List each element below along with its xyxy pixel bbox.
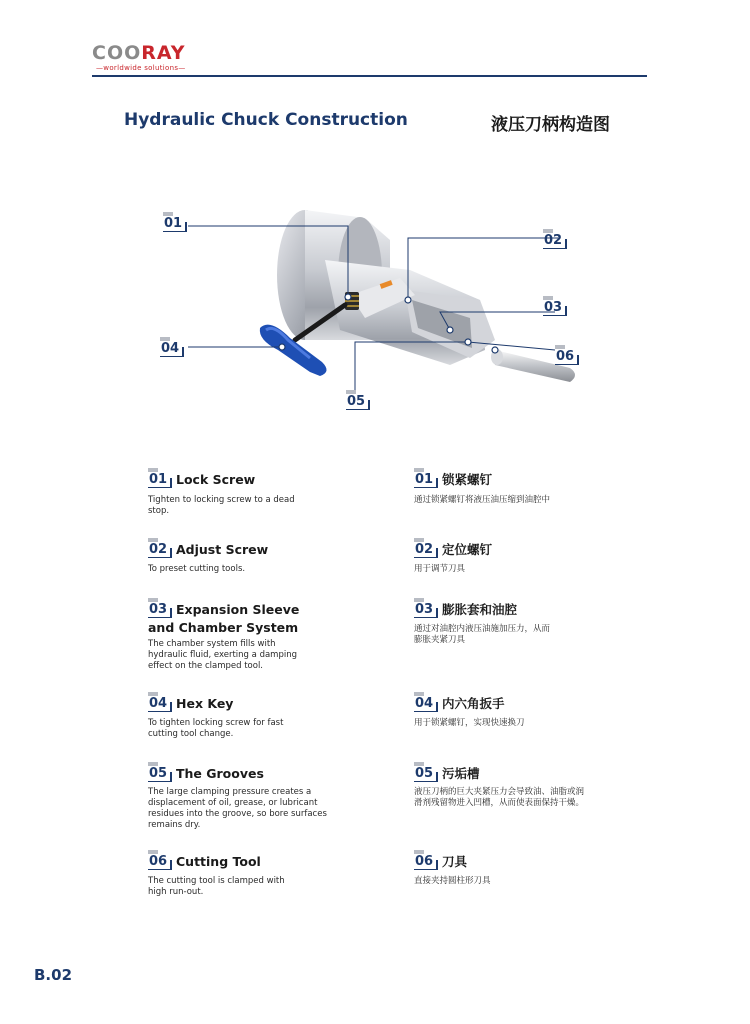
section-en-04-desc: To tighten locking screw for fast cutting tool change. xyxy=(148,718,284,739)
logo-red-text: RAY xyxy=(141,42,186,64)
section-cn-05-desc: 液压刀柄的巨大夹紧压力会导致油、油脂或润 滑剂残留物进入凹槽，从而使表面保持干燥。 xyxy=(414,787,585,808)
section-cn-03-desc: 通过对油腔内液压油施加压力，从而 膨胀夹紧刀具 xyxy=(414,624,551,645)
section-en-05-title: The Grooves xyxy=(176,766,264,781)
section-en-03-desc: The chamber system fills with hydraulic fluid, exerting a damping effect on the clamped tool. xyxy=(148,639,297,671)
section-en-05-desc: The large clamping pressure creates a displacement of oil, grease, or lubricant residues into the groove, so bore surfaces remains dry. xyxy=(148,787,327,830)
section-cn-02-header: 02 定位螺钉 xyxy=(414,538,492,558)
section-cn-01-desc: 通过锁紧螺钉将液压油压缩到油腔中 xyxy=(414,495,551,505)
section-cn-05-title: 污垢槽 xyxy=(442,766,480,781)
callout-02: 02 xyxy=(543,229,567,249)
section-cn-06-desc: 直接夹持圆柱形刀具 xyxy=(414,876,491,886)
section-cn-06-title: 刀具 xyxy=(442,854,468,869)
section-cn-04-title: 内六角扳手 xyxy=(442,696,505,711)
section-cn-04-header: 04 内六角扳手 xyxy=(414,692,505,712)
section-en-04-header: 04 Hex Key xyxy=(148,692,233,712)
section-cn-01-title: 锁紧螺钉 xyxy=(442,472,493,487)
section-en-01-header: 01 Lock Screw xyxy=(148,468,255,488)
section-en-02-desc: To preset cutting tools. xyxy=(148,564,246,574)
callout-01: 01 xyxy=(163,212,187,232)
chuck-diagram xyxy=(150,200,590,415)
page-title-en: Hydraulic Chuck Construction xyxy=(124,110,408,130)
section-en-04-title: Hex Key xyxy=(176,696,234,711)
header-divider xyxy=(92,75,647,77)
section-cn-06-header: 06 刀具 xyxy=(414,850,467,870)
brand-tagline: —worldwide solutions— xyxy=(96,64,186,72)
section-en-03-header: 03 Expansion Sleeve xyxy=(148,598,299,618)
callout-05: 05 xyxy=(346,390,370,410)
section-cn-04-desc: 用于锁紧螺钉，实现快速换刀 xyxy=(414,718,525,728)
section-en-03-title: Expansion Sleeve xyxy=(176,602,300,617)
section-cn-03-header: 03 膨胀套和油腔 xyxy=(414,598,517,618)
brand-logo xyxy=(92,42,186,64)
section-en-01-title: Lock Screw xyxy=(176,472,256,487)
section-cn-05-header: 05 污垢槽 xyxy=(414,762,480,782)
section-en-06-desc: The cutting tool is clamped with high run-out. xyxy=(148,876,285,897)
callout-06: 06 xyxy=(555,345,579,365)
section-en-03-title-line2: and Chamber System xyxy=(148,620,299,635)
section-cn-03-title: 膨胀套和油腔 xyxy=(442,602,518,617)
section-en-06-title: Cutting Tool xyxy=(176,854,261,869)
section-en-01-desc: Tighten to locking screw to a dead stop. xyxy=(148,495,295,516)
page-title-cn: 液压刀柄构造图 xyxy=(491,115,610,135)
section-cn-01-header: 01 锁紧螺钉 xyxy=(414,468,492,488)
section-cn-02-title: 定位螺钉 xyxy=(442,542,493,557)
section-en-02-header: 02 Adjust Screw xyxy=(148,538,268,558)
section-en-06-header: 06 Cutting Tool xyxy=(148,850,261,870)
section-en-02-title: Adjust Screw xyxy=(176,542,269,557)
section-cn-02-desc: 用于调节刀具 xyxy=(414,564,466,574)
section-en-05-header: 05 The Grooves xyxy=(148,762,264,782)
page-number: B.02 xyxy=(34,966,73,984)
callout-03: 03 xyxy=(543,296,567,316)
callout-04: 04 xyxy=(160,337,184,357)
logo-gray-text: COO xyxy=(92,42,142,64)
